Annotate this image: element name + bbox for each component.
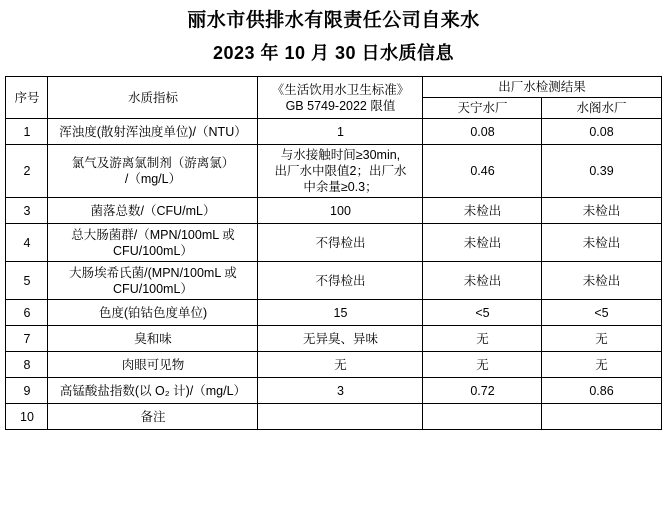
table-row bbox=[6, 224, 661, 262]
table-row bbox=[6, 145, 661, 198]
table-row bbox=[6, 198, 661, 224]
cell-no: 7 bbox=[6, 326, 48, 352]
cell-indicator: 总大肠菌群/（MPN/100mL 或 CFU/100mL） bbox=[48, 224, 258, 262]
cell-indicator: 菌落总数/（CFU/mL） bbox=[48, 198, 258, 224]
document-title-block bbox=[0, 0, 667, 68]
table-header bbox=[6, 77, 661, 119]
cell-plant-tianning: 未检出 bbox=[423, 224, 542, 262]
table-row bbox=[6, 352, 661, 378]
cell-no: 6 bbox=[6, 300, 48, 326]
cell-plant-tianning: 未检出 bbox=[423, 262, 542, 300]
cell-no: 1 bbox=[6, 119, 48, 145]
cell-plant-shuige: 无 bbox=[542, 352, 661, 378]
cell-standard: 不得检出 bbox=[258, 224, 423, 262]
header-plant-shuige: 水阁水厂 bbox=[542, 98, 661, 119]
table-body bbox=[6, 119, 661, 430]
cell-plant-tianning: 0.46 bbox=[423, 145, 542, 198]
cell-plant-tianning: 无 bbox=[423, 352, 542, 378]
page-title: 丽水市供排水有限责任公司自来水 bbox=[187, 10, 480, 31]
cell-indicator: 备注 bbox=[48, 404, 258, 430]
table-row bbox=[6, 404, 661, 430]
table-row bbox=[6, 119, 661, 145]
table-row bbox=[6, 326, 661, 352]
cell-indicator: 浑浊度(散射浑浊度单位)/（NTU） bbox=[48, 119, 258, 145]
cell-plant-tianning: 0.72 bbox=[423, 378, 542, 404]
cell-plant-shuige: 未检出 bbox=[542, 198, 661, 224]
cell-plant-tianning: 未检出 bbox=[423, 198, 542, 224]
cell-standard: 15 bbox=[258, 300, 423, 326]
water-quality-table bbox=[5, 76, 661, 430]
cell-standard: 1 bbox=[258, 119, 423, 145]
cell-standard: 与水接触时间≥30min, 出厂水中限值2；出厂水 中余量≥0.3； bbox=[258, 145, 423, 198]
header-no: 序号 bbox=[6, 77, 48, 119]
cell-standard: 无异臭、异味 bbox=[258, 326, 423, 352]
cell-no: 8 bbox=[6, 352, 48, 378]
header-standard-line2: GB 5749-2022 限值 bbox=[285, 98, 396, 113]
cell-standard: 100 bbox=[258, 198, 423, 224]
cell-no: 4 bbox=[6, 224, 48, 262]
header-plant-tianning: 天宁水厂 bbox=[423, 98, 542, 119]
cell-no: 3 bbox=[6, 198, 48, 224]
cell-standard: 不得检出 bbox=[258, 262, 423, 300]
header-result-group: 出厂水检测结果 bbox=[423, 77, 661, 98]
cell-plant-tianning: 0.08 bbox=[423, 119, 542, 145]
cell-no: 2 bbox=[6, 145, 48, 198]
cell-plant-tianning bbox=[423, 404, 542, 430]
cell-plant-shuige: 0.86 bbox=[542, 378, 661, 404]
cell-plant-tianning: <5 bbox=[423, 300, 542, 326]
table-row bbox=[6, 378, 661, 404]
header-indicator: 水质指标 bbox=[48, 77, 258, 119]
table-row bbox=[6, 300, 661, 326]
cell-indicator: 臭和味 bbox=[48, 326, 258, 352]
table-header-row-1 bbox=[6, 77, 661, 98]
cell-indicator: 氯气及游离氯制剂（游离氯） /（mg/L） bbox=[48, 145, 258, 198]
cell-no: 10 bbox=[6, 404, 48, 430]
cell-plant-shuige: 0.39 bbox=[542, 145, 661, 198]
cell-plant-shuige: <5 bbox=[542, 300, 661, 326]
cell-plant-shuige: 未检出 bbox=[542, 224, 661, 262]
cell-indicator: 高锰酸盐指数(以 O₂ 计)/（mg/L） bbox=[48, 378, 258, 404]
cell-plant-shuige: 未检出 bbox=[542, 262, 661, 300]
header-standard-line1: 《生活饮用水卫生标准》 bbox=[271, 82, 410, 97]
header-standard bbox=[258, 77, 423, 119]
cell-standard bbox=[258, 404, 423, 430]
cell-no: 9 bbox=[6, 378, 48, 404]
cell-indicator: 肉眼可见物 bbox=[48, 352, 258, 378]
cell-standard: 3 bbox=[258, 378, 423, 404]
cell-plant-tianning: 无 bbox=[423, 326, 542, 352]
cell-indicator: 色度(铂钴色度单位) bbox=[48, 300, 258, 326]
cell-no: 5 bbox=[6, 262, 48, 300]
page-subtitle: 2023 年 10 月 30 日水质信息 bbox=[212, 43, 455, 63]
cell-plant-shuige: 0.08 bbox=[542, 119, 661, 145]
cell-standard: 无 bbox=[258, 352, 423, 378]
cell-plant-shuige: 无 bbox=[542, 326, 661, 352]
table-row bbox=[6, 262, 661, 300]
cell-plant-shuige bbox=[542, 404, 661, 430]
cell-indicator: 大肠埃希氏菌/(MPN/100mL 或 CFU/100mL） bbox=[48, 262, 258, 300]
